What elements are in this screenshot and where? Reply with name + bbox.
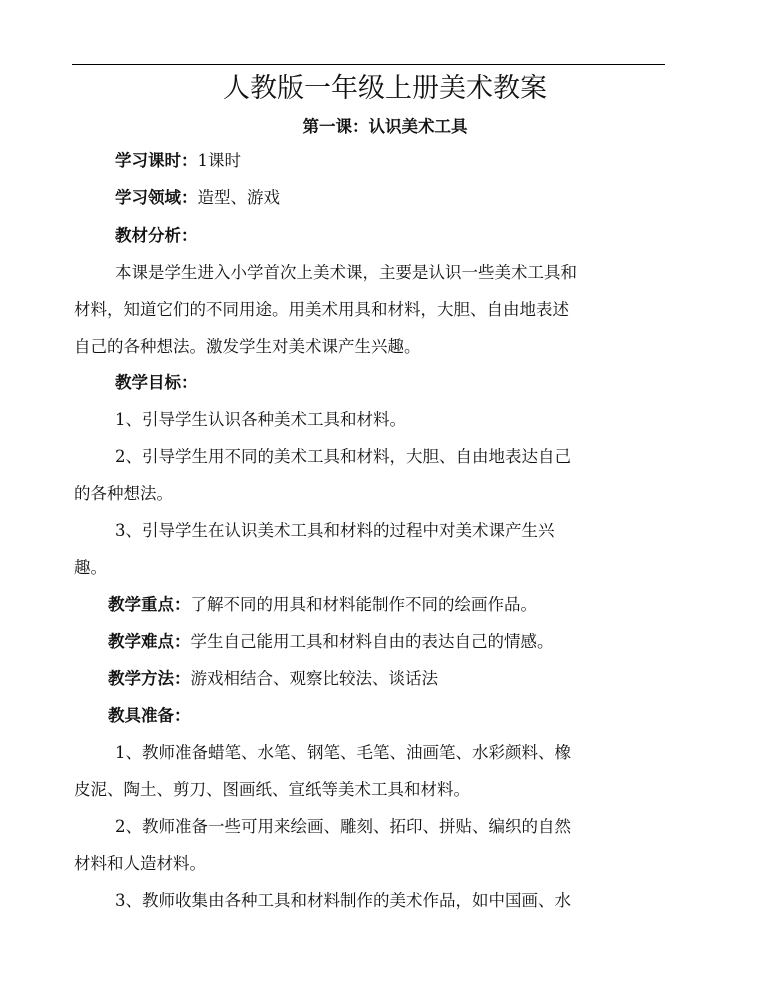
key-point-value: 了解不同的用具和材料能制作不同的绘画作品。 — [190, 595, 537, 614]
domain-line — [115, 187, 280, 209]
analysis-line-3: 自己的各种想法。激发学生对美术课产生兴趣。 — [74, 337, 421, 356]
goal-2-line-1: 2、引导学生用不同的美术工具和材料，大胆、自由地表达自己 — [115, 447, 571, 466]
header-rule — [72, 64, 665, 65]
analysis-line-2: 材料，知道它们的不同用途。用美术用具和材料，大胆、自由地表述 — [74, 300, 569, 319]
goal-3-line-2: 趣。 — [74, 558, 107, 577]
method-label: 教学方法： — [108, 669, 191, 688]
key-point-line — [108, 594, 537, 616]
prep-3-line-1: 3、教师收集由各种工具和材料制作的美术作品，如中国画、水 — [115, 891, 571, 910]
difficulty-line — [108, 631, 554, 653]
hours-value: 1课时 — [197, 151, 241, 170]
prep-label: 教具准备： — [108, 706, 191, 725]
key-point-label: 教学重点： — [108, 595, 191, 614]
goal-2-line-2: 的各种想法。 — [74, 484, 173, 503]
difficulty-label: 教学难点： — [108, 632, 191, 651]
analysis-label: 教材分析： — [115, 226, 198, 245]
hours-line — [115, 150, 241, 172]
document-title: 人教版一年级上册美术教案 — [223, 73, 547, 104]
domain-label: 学习领域： — [115, 188, 198, 207]
prep-1-line-1: 1、教师准备蜡笔、水笔、钢笔、毛笔、油画笔、水彩颜料、橡 — [115, 743, 571, 762]
prep-2-line-2: 材料和人造材料。 — [74, 854, 206, 873]
domain-value: 造型、游戏 — [197, 188, 280, 207]
goals-label: 教学目标： — [115, 373, 198, 392]
method-value: 游戏相结合、观察比较法、谈话法 — [190, 669, 438, 688]
prep-1-line-2: 皮泥、陶土、剪刀、图画纸、宣纸等美术工具和材料。 — [74, 780, 470, 799]
prep-2-line-1: 2、教师准备一些可用来绘画、雕刻、拓印、拼贴、编织的自然 — [115, 817, 571, 836]
goal-3-line-1: 3、引导学生在认识美术工具和材料的过程中对美术课产生兴 — [115, 521, 555, 540]
hours-label: 学习课时： — [115, 151, 198, 170]
goal-1: 1、引导学生认识各种美术工具和材料。 — [115, 410, 406, 429]
analysis-line-1: 本课是学生进入小学首次上美术课，主要是认识一些美术工具和 — [115, 263, 577, 282]
difficulty-value: 学生自己能用工具和材料自由的表达自己的情感。 — [190, 632, 554, 651]
method-line — [108, 668, 438, 690]
lesson-subtitle: 第一课：认识美术工具 — [302, 117, 468, 136]
